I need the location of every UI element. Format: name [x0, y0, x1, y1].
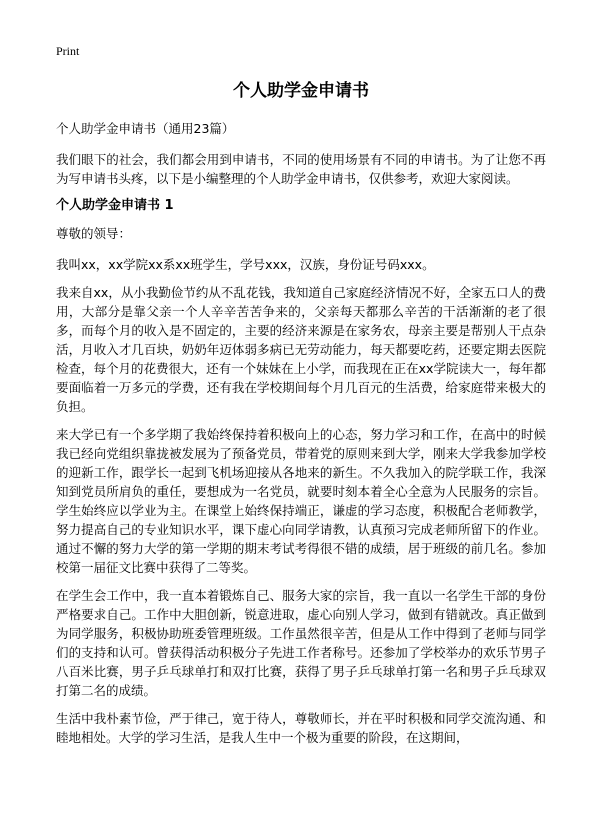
document-page	[56, 0, 546, 828]
document-subtitle: 个人助学金申请书（通用23篇）	[56, 121, 235, 136]
body-paragraph: 我来自xx，从小我勤俭节约从不乱花钱，我知道自己家庭经济情况不好，全家五口人的费用，大部分是靠父亲一个人辛辛苦苦争来的，父亲每天都那么辛苦的干活渐渐的老了很多，而每个月的收入是不固定的，主要的经济来源是在家务农，母亲主要是帮别人干点杂活，月收入才几百块，奶奶年迈体弱多病已无劳动能力，每天都要吃药，还要定期去医院检查，每个月的花费很大，还有一个妹妹在上小学，而我现在正在xx学院读大一，每年都要面临着一万多元的学费，还有我在学校期间每个月几百元的生活费，给家庭带来极大的负担。	[56, 285, 546, 414]
salutation: 尊敬的领导：	[56, 226, 132, 241]
intro-paragraph: 我们眼下的社会，我们都会用到申请书，不同的使用场景有不同的申请书。为了让您不再为写申请书头疼，以下是小编整理的个人助学金申请书，仅供参考，欢迎大家阅读。	[56, 152, 546, 186]
print-label: Print	[56, 44, 80, 58]
body-paragraph: 来大学已有一个多学期了我始终保持着积极向上的心态，努力学习和工作，在高中的时候我已经向党组织靠拢被发展为了预备党员，带着党的原则来到大学，刚来大学我参加学校的迎新工作，跟学长一起到飞机场迎接从各地来的新生。不久我加入的院学联工作，我深知到党员所肩负的重任，要想成为一名党员，就要时刻本着全心全意为人民服务的宗旨。学生始终应以学业为主。在课堂上始终保持端正，谦虚的学习态度，积极配合老师教学，努力提高自己的专业知识水平，课下虚心向同学请教，认真预习完成老师所留下的作业。通过不懈的努力大学的第一学期的期末考试考得很不错的成绩，居于班级的前几名。参加校第一届征文比赛中获得了二等奖。	[56, 427, 546, 575]
section-heading: 个人助学金申请书 1	[56, 198, 174, 213]
body-paragraph: 生活中我朴素节俭，严于律己，宽于待人，尊敬师长，并在平时积极和同学交流沟通、和睦地相处。大学的学习生活，是我人生中一个极为重要的阶段，在这期间，	[56, 711, 546, 745]
document-body	[56, 150, 546, 756]
body-paragraph: 在学生会工作中，我一直本着锻炼自己、服务大家的宗旨，我一直以一名学生干部的身份严格要求自己。工作中大胆创新，锐意进取，虚心向别人学习，做到有错就改。真正做到为同学服务，积极协助班委管理班级。工作虽然很辛苦，但是从工作中得到了老师与同学们的支持和认可。曾获得活动积极分子先进工作者称号。还参加了学校举办的欢乐节男子八百米比赛，男子乒乓球单打和双打比赛，获得了男子乒乓球单打第一名和男子乒乓球双打第二名的成绩。	[56, 588, 546, 698]
body-paragraph: 我叫xx，xx学院xx系xx班学生，学号xxx，汉族，身份证号码xxx。	[56, 257, 435, 272]
document-title: 个人助学金申请书	[233, 81, 369, 101]
